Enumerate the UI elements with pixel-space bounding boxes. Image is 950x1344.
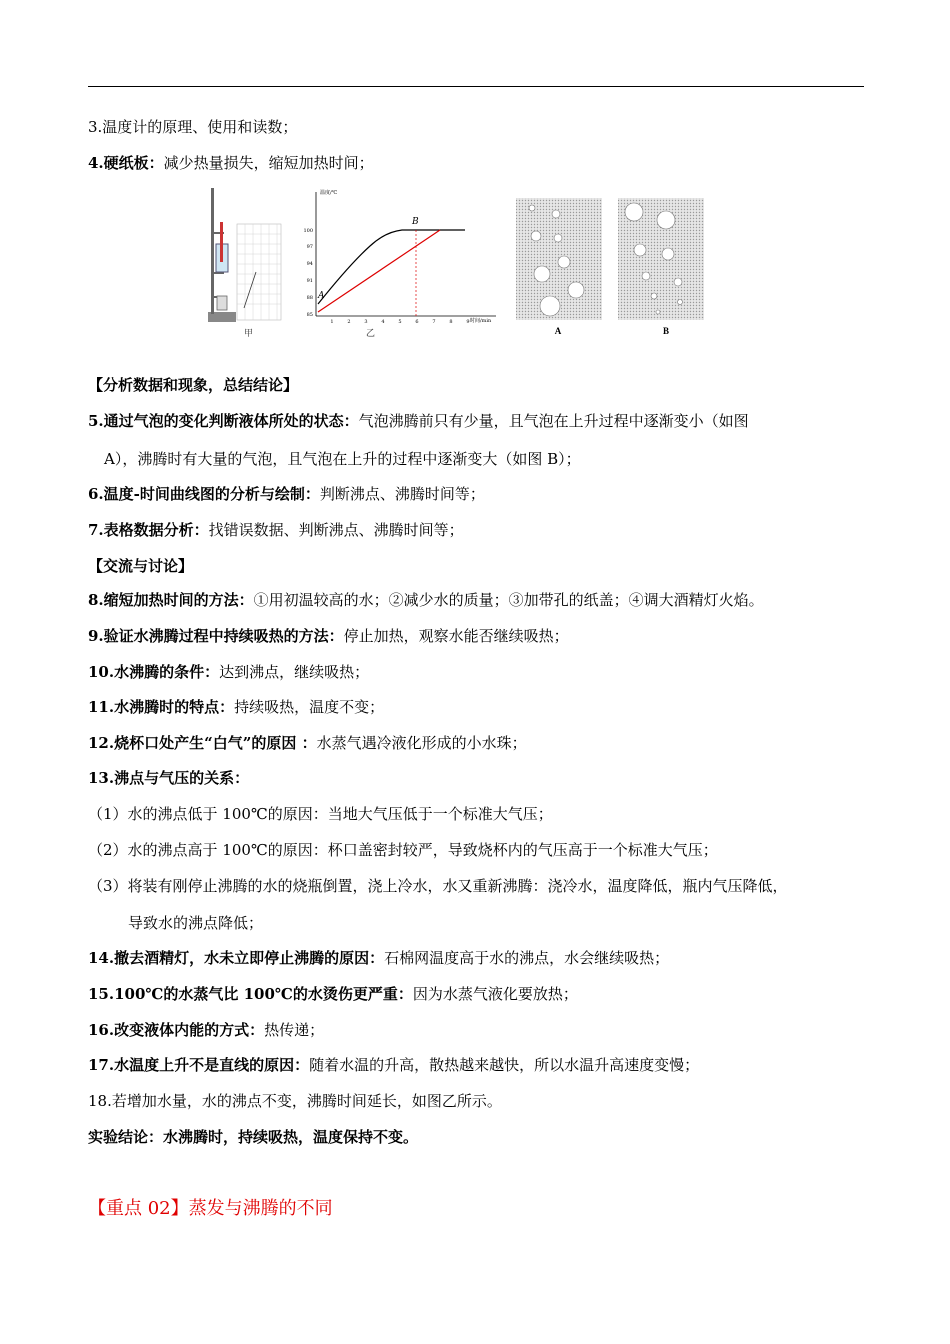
item-11: 11.水沸腾时的特点：持续吸热，温度不变； — [88, 698, 385, 716]
item-13-3: （3）将装有刚停止沸腾的水的烧瓶倒置，浇上冷水，水又重新沸腾：浇冷水，温度降低，瓶内气压降低， — [88, 877, 788, 895]
header-rule — [88, 86, 864, 87]
conclusion: 实验结论：水沸腾时，持续吸热，温度保持不变。 — [88, 1128, 419, 1146]
curve-label-a: A — [318, 291, 325, 301]
curve-red — [318, 230, 440, 312]
curve-label-b: B — [412, 217, 419, 227]
x-tick: 4 — [381, 319, 385, 325]
curve-black — [318, 230, 465, 304]
item-5: 5.通过气泡的变化判断液体所处的状态：气泡沸腾前只有少量，且气泡在上升过程中逐渐变小（如图 — [88, 412, 749, 430]
item-3: 3.温度计的原理、使用和读数； — [88, 118, 298, 136]
y-axis-label: 温度/℃ — [320, 190, 338, 196]
item-5-cont: A），沸腾时有大量的气泡，且气泡在上升的过程中逐渐变大（如图 B）； — [104, 450, 581, 468]
heading-analysis: 【分析数据和现象，总结结论】 — [88, 376, 299, 394]
bubble-figure-b — [618, 198, 704, 336]
label-yi: 乙 — [366, 329, 376, 339]
x-tick: 1 — [330, 319, 334, 325]
item-16: 16.改变液体内能的方式：热传递； — [88, 1021, 325, 1039]
item-13-1: （1）水的沸点低于 100℃的原因：当地大气压低于一个标准大气压； — [88, 805, 553, 823]
bubble-figure-a — [516, 198, 602, 336]
x-tick: 9 — [466, 319, 470, 325]
section-heading: 【重点 02】蒸发与沸腾的不同 — [88, 1198, 333, 1219]
x-tick: 6 — [415, 319, 419, 325]
y-tick: 88 — [306, 295, 313, 301]
label-a: A — [554, 326, 562, 336]
item-14: 14.撤去酒精灯，水未立即停止沸腾的原因：石棉网温度高于水的沸点，水会继续吸热； — [88, 949, 670, 967]
y-tick: 100 — [303, 228, 313, 234]
item-9: 9.验证水沸腾过程中持续吸热的方法：停止加热，观察水能否继续吸热； — [88, 627, 569, 645]
item-13-2: （2）水的沸点高于 100℃的原因：杯口盖密封较严，导致烧杯内的气压高于一个标准大气压； — [88, 841, 718, 859]
y-tick: 85 — [306, 312, 313, 318]
x-tick: 5 — [398, 319, 402, 325]
item-17: 17.水温度上升不是直线的原因：随着水温的升高，散热越来越快，所以水温升高速度变慢； — [88, 1056, 700, 1074]
x-tick: 3 — [364, 319, 368, 325]
item-6: 6.温度-时间曲线图的分析与绘制：判断沸点、沸腾时间等； — [88, 485, 485, 503]
y-tick: 97 — [306, 244, 313, 250]
y-tick: 94 — [306, 261, 313, 267]
temperature-time-graph — [303, 189, 496, 339]
x-tick: 2 — [347, 319, 351, 325]
label-jia: 甲 — [244, 328, 254, 338]
item-13-3-cont: 导致水的沸点降低； — [128, 914, 264, 932]
item-7: 7.表格数据分析：找错误数据、判断沸点、沸腾时间等； — [88, 521, 464, 539]
item-18: 18.若增加水量，水的沸点不变，沸腾时间延长，如图乙所示。 — [88, 1092, 502, 1110]
figure-group — [200, 184, 710, 344]
x-tick: 7 — [432, 319, 436, 325]
item-10: 10.水沸腾的条件：达到沸点，继续吸热； — [88, 663, 370, 681]
label-b: B — [662, 326, 670, 336]
item-8: 8.缩短加热时间的方法：①用初温较高的水；②减少水的质量；③加带孔的纸盖；④调大酒精灯火焰。 — [88, 591, 764, 609]
item-13: 13.沸点与气压的关系： — [88, 769, 250, 787]
heading-discuss: 【交流与讨论】 — [88, 557, 194, 575]
y-tick: 91 — [306, 278, 313, 284]
item-15: 15.100℃的水蒸气比 100℃的水烫伤更严重：因为水蒸气液化要放热； — [88, 985, 578, 1003]
item-12: 12.烧杯口处产生“白气”的原因 ：水蒸气遇冷液化形成的小水珠； — [88, 734, 527, 752]
item-4: 4.硬纸板：减少热量损失，缩短加热时间； — [88, 154, 374, 172]
x-axis-label: 时间/min — [470, 318, 492, 324]
apparatus-figure — [208, 188, 281, 338]
x-tick: 8 — [449, 319, 453, 325]
